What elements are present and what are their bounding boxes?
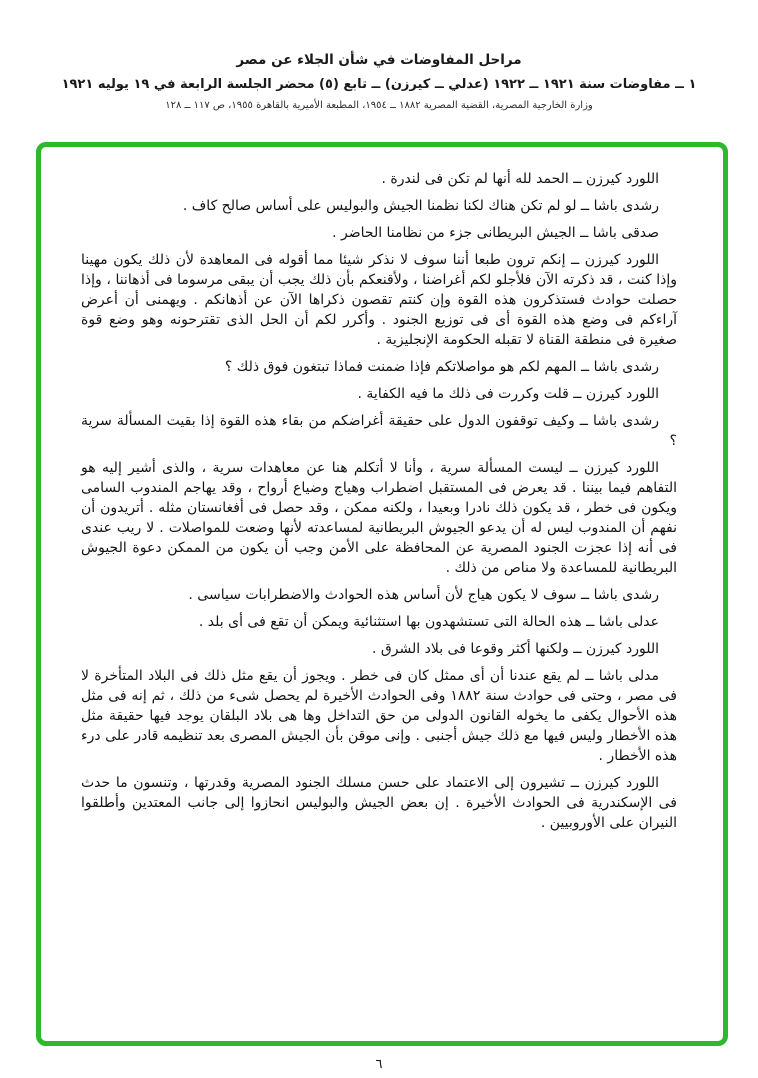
dialogue-paragraph: رشدى باشا ــ المهم لكم هو مواصلاتكم فإذا ضمنت فماذا تبتغون فوق ذلك ؟: [224, 359, 659, 376]
dialogue-paragraph: عدلى باشا ــ هذه الحالة التى تستشهدون بها استثنائية ويمكن أن تقع فى أى بلد .: [198, 614, 659, 631]
source-citation: وزارة الخارجية المصرية، القضية المصرية ١٨٨٢ ــ ١٩٥٤، المطبعة الأميرية بالقاهرة ١٩٥٥، ص ١١٧ ــ ١٢٨: [165, 100, 593, 111]
document-header: [0, 0, 758, 111]
dialogue-paragraph: اللورد كيرزن ــ تشيرون إلى الاعتماد على حسن مسلك الجنود المصرية وقدرتها ، وتنسون ما حدث فى الإسكندرية فى الحوادث الأخيرة . إن بعض الجيش والبوليس انحازوا إلى جانب المعتدين وأطلقوا النيران على الأوروبيين .: [81, 775, 677, 832]
page-number: ٦: [375, 1057, 383, 1072]
highlight-box: [36, 142, 728, 1046]
dialogue-paragraph: اللورد كيرزن ــ قلت وكررت فى ذلك ما فيه الكفاية .: [357, 386, 659, 403]
dialogue-paragraph: اللورد كيرزن ــ الحمد لله أنها لم تكن فى لندرة .: [381, 171, 659, 187]
dialogue-paragraph: مدلى باشا ــ لم يقع عندنا أن أى ممثل كان فى خطر . ويجوز أن يقع مثل ذلك فى البلاد المتأخرة لا فى مصر ، وحتى فى حوادث سنة ١٨٨٢ وفى الحوادث الأخيرة لم يحصل شىء من ذلك ، ثم إنه فى مثل هذه الأحوال يكفى ما يخوله القانون الدولى من حق التداخل وها هى بلاد البلقان يوجد فيها حقيقة مثل هذه الأخطار وليس فيها مع ذلك جيش أجنبى . وإنى موقن بأن الجيش المصرى بعد تنظيمه قادر على درء هذه الأخطار .: [81, 668, 678, 765]
dialogue-transcript: [81, 169, 677, 833]
page-subtitle: ١ ــ مفاوضات سنة ١٩٢١ ــ ١٩٢٢ (عدلي ــ كيرزن) ــ تابع (٥) محضر الجلسة الرابعة في ١٩ يوليه ١٩٢١: [61, 77, 697, 92]
dialogue-paragraph: صدقى باشا ــ الجيش البريطانى جزء من نظامنا الحاضر .: [332, 225, 659, 242]
dialogue-paragraph: اللورد كيرزن ــ ولكنها أكثر وقوعا فى بلاد الشرق .: [372, 641, 659, 658]
page-title: مراحل المفاوضات في شأن الجلاء عن مصر: [236, 52, 522, 68]
dialogue-paragraph: رشدى باشا ــ لو لم تكن هناك لكنا نظمنا الجيش والبوليس على أساس صالح كاف .: [182, 198, 659, 215]
dialogue-paragraph: رشدى باشا ــ وكيف توقفون الدول على حقيقة أغراضكم من بقاء هذه القوة إذا بقيت المسألة سرية ؟: [81, 413, 677, 450]
dialogue-paragraph: اللورد كيرزن ــ إنكم ترون طبعا أننا سوف لا نذكر شيئا مما أقوله فى المعاهدة لأن ذلك يكون مهينا وإذا كنت ، قد ذكرته الآن فلأجلو لكم أغراضنا ، ولأقنعكم بأن ذلك يجب أن يبقى مرسوما فى أذهاننا ، وإذا حصلت حوادث فستذكرون هذه القوة وإن كنتم تقصون ذكراها الآن عن أذهانكم . ويهمنى أن أعرض آراءكم فى وضع هذه القوة أى فى توزيع الجنود . وأكرر لكم أن الحل الذى تقترحونه وهو وضع قوة صغيرة فى منطقة القناة لا تقبله الحكومة الإنجليزية .: [81, 252, 677, 349]
dialogue-paragraph: رشدى باشا ــ سوف لا يكون هياج لأن أساس هذه الحوادث والاضطرابات سياسى .: [188, 587, 659, 604]
dialogue-paragraph: اللورد كيرزن ــ ليست المسألة سرية ، وأنا لا أتكلم هنا عن معاهدات سرية ، والذى أشير إليه هو التفاهم فيما بيننا . قد يعرض فى المستقبل اضطراب وهياج وضياع أرواح ، وقد يهاجم المندوب السامى ويكون فى خطر ، قد يكون ذلك نادرا وبعيدا ، ولكنه ممكن ، وقد حصل فى أفغانستان مثله . أتريدون أن نفهم أن المندوب ليس له أن يدعو الجيوش البريطانية لمساعدته لأنها وضعت للمواصلات . لا ريب عندى فى أنه إذا عجزت الجنود المصرية عن المحافظة على الأمن وجب أن يكون من الممكن دعوة الجيوش البريطانية للمساعدة ولا مناص من ذلك .: [81, 460, 677, 577]
